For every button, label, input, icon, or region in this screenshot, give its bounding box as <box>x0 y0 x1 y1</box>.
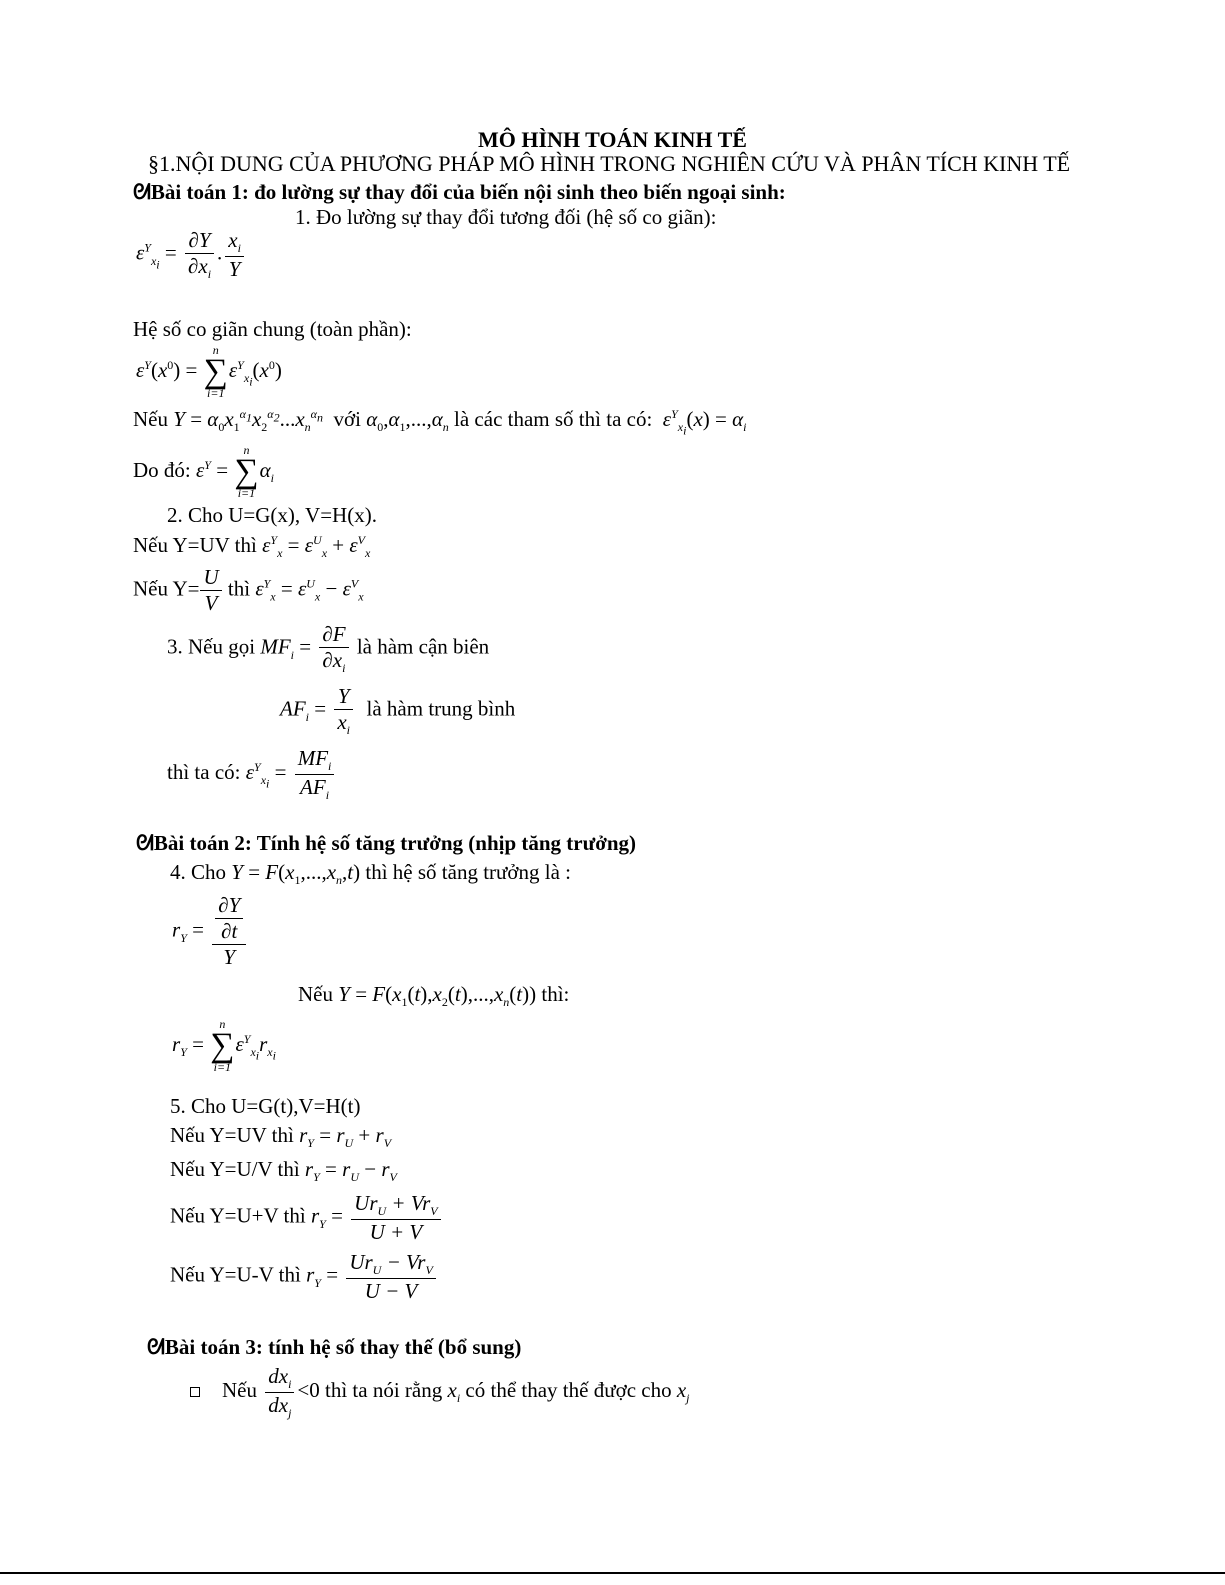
problem3-heading: ᘛBài toán 3: tính hệ số thay thế (bổ sung) <box>147 1335 522 1359</box>
section-heading: §1.NỘI DUNG CỦA PHƯƠNG PHÁP MÔ HÌNH TRONG NGHIÊN CỨU VÀ PHÂN TÍCH KINH TẾ <box>148 151 1071 176</box>
item4-text: 4. Cho $Y = F(x_1,...,x_n,t)$ thì hệ số tăng trưởng là : <box>170 860 571 888</box>
item1-text: 1. Đo lường sự thay đổi tương đối (hệ số co giãn): <box>295 205 717 229</box>
formula-product-elasticity: Nếu Y=UV thì $\varepsilon^Y_x = \varepsilon^U_x + \varepsilon^V_x$ <box>133 533 371 561</box>
item5-text: 5. Cho U=G(t),V=H(t) <box>170 1094 361 1118</box>
formula-average: $AF_i$ = $\frac{Y}{x_i}$ là hàm trung bình <box>280 684 516 738</box>
problem1-heading: ᘛBài toán 1: đo lường sự thay đổi của biến nội sinh theo biến ngoại sinh: <box>133 180 786 204</box>
checkbox-bullet-icon <box>190 1387 200 1397</box>
formula-marginal: 3. Nếu gọi $MF_i$ = $\frac{\partial F}{\partial x_i}$ là hàm cận biên <box>167 622 490 676</box>
formula-growth-diff-uv: Nếu Y=U-V thì $r_Y$ = $\frac{Ur_U - Vr_V}{U - V}$ <box>170 1250 439 1304</box>
page-title: MÔ HÌNH TOÁN KINH TẾ <box>478 127 747 152</box>
formula-growth-sum: $r_Y$ = n ∑ i=1 $\varepsilon^Y_{x_i}r_{x_i}$ <box>172 1017 276 1074</box>
formula-elasticity: $\varepsilon^Y_{x_i}$ = $\frac{\partial Y}{\partial x_i}$ . $\frac{x_i}{Y}$ <box>136 228 247 282</box>
formula-growth-product: Nếu Y=UV thì $r_Y = r_U + r_V$ <box>170 1123 392 1151</box>
formula-growth-rate: $r_Y$ = $\frac{\frac{\partial Y}{\partial t}}{Y}$ <box>172 893 249 971</box>
formula-composite: Nếu $Y = F(x_1(t),x_2(t),...,x_n(t))$ thì: <box>298 982 570 1010</box>
bullet-icon: ᘛ <box>136 831 154 855</box>
bullet-icon: ᘛ <box>147 1335 165 1359</box>
item2-text: 2. Cho U=G(x), V=H(x). <box>167 503 377 527</box>
formula-growth-sum-uv: Nếu Y=U+V thì $r_Y$ = $\frac{Ur_U + Vr_V}{U + V}$ <box>170 1191 444 1245</box>
general-elasticity-label: Hệ số co giãn chung (toàn phần): <box>133 317 412 341</box>
formula-growth-quotient: Nếu Y=U/V thì $r_Y = r_U - r_V$ <box>170 1157 397 1185</box>
formula-therefore: Do đó: $\varepsilon^Y$ = n ∑ i=1 $\alpha_i$ <box>133 443 274 500</box>
formula-power-function: Nếu $Y = \alpha_0x_1^{\alpha_1}x_2^{\alpha_2}...x_n^{\alpha_n}$ với $\alpha_0,\alpha_1,...,\alpha_n$ là các tham số thì ta có: $\varepsilon^Y_{x_i}(x) = \alpha_i$ <box>133 407 747 438</box>
formula-mf-af: thì ta có: $\varepsilon^Y_{x_i}$ = $\frac{MF_i}{AF_i}$ <box>167 746 337 802</box>
formula-quotient-elasticity: Nếu Y= $\frac{U}{V}$ thì $\varepsilon^Y_x = \varepsilon^U_x - \varepsilon^V_x$ <box>133 565 364 616</box>
formula-total-elasticity: $\varepsilon^Y(x^0)$ = n ∑ i=1 $\varepsilon^Y_{x_i}(x^0)$ <box>136 343 282 400</box>
substitution-rule: Nếu $\frac{dx_i}{dx_j}$ <0 thì ta nói rằng $x_i$ có thể thay thế được cho $x_j$ <box>190 1364 690 1420</box>
bullet-icon: ᘛ <box>133 180 151 204</box>
page-bottom-rule <box>0 1572 1225 1574</box>
problem2-heading: ᘛBài toán 2: Tính hệ số tăng trưởng (nhịp tăng trưởng) <box>136 831 637 855</box>
